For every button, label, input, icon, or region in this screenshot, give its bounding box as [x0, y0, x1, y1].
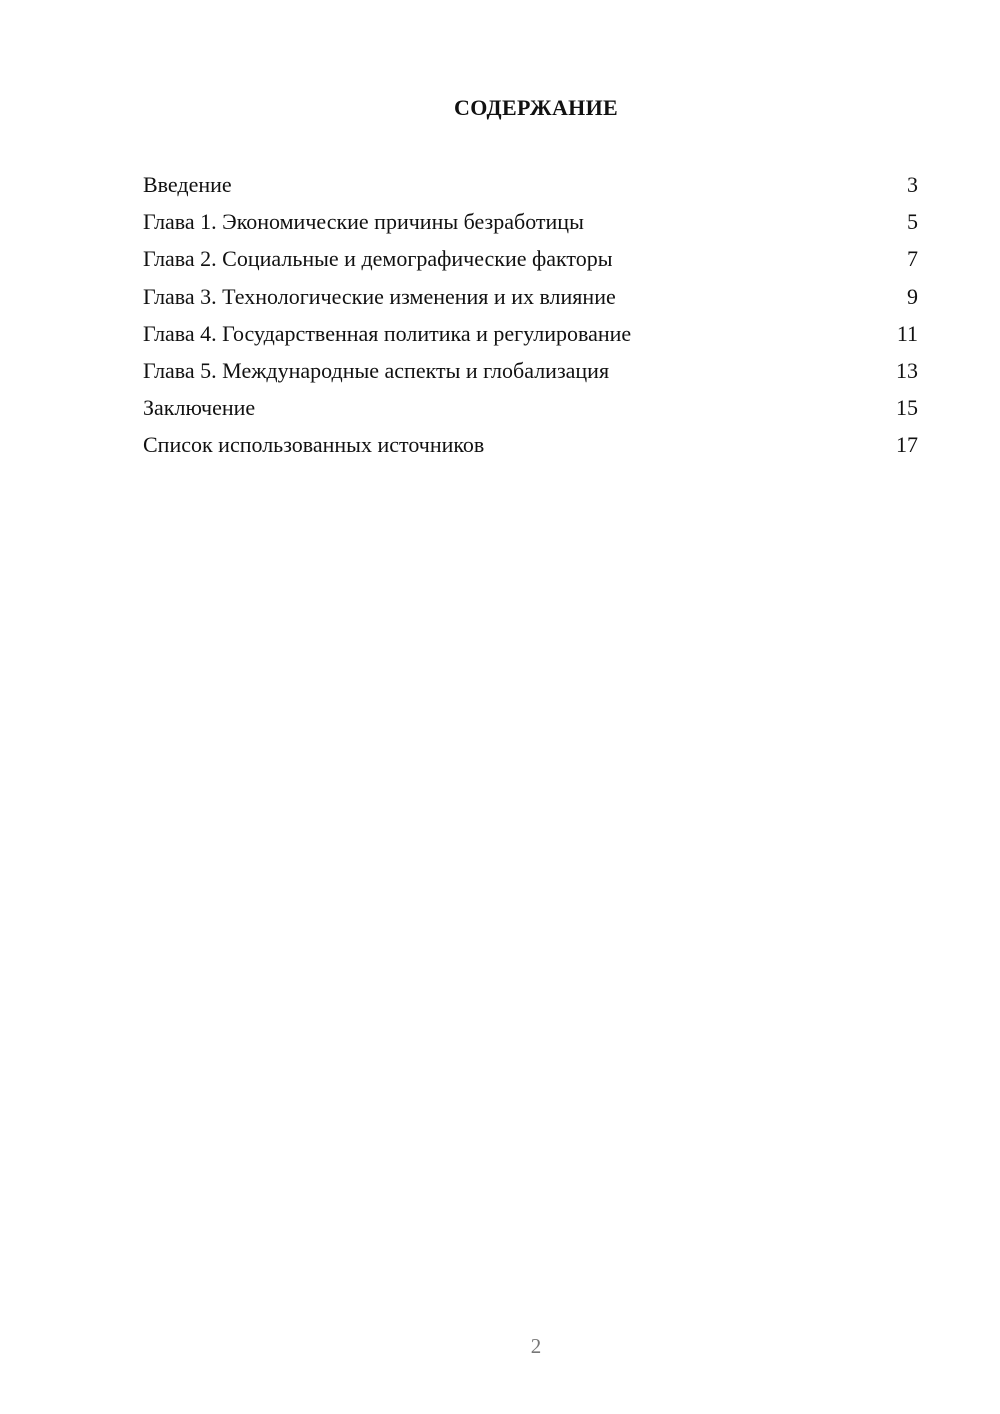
toc-entry-label: Глава 4. Государственная политика и регулирование: [143, 320, 632, 346]
toc-entry-chapter-1: [143, 205, 918, 242]
toc-entry-page: 5: [907, 209, 918, 235]
toc-entry-label: Введение: [143, 172, 232, 197]
toc-entry-introduction: [143, 168, 918, 205]
toc-entry-label: Заключение: [143, 395, 256, 421]
table-of-contents: [143, 168, 918, 466]
toc-entry-label: Глава 1. Экономические причины безработицы: [143, 209, 584, 235]
toc-entry-page: 9: [907, 283, 918, 309]
toc-entry-label: Глава 5. Международные аспекты и глобализация: [143, 357, 610, 383]
toc-title: СОДЕРЖАНИЕ: [454, 95, 618, 120]
toc-entry-label: Глава 3. Технологические изменения и их влияние: [143, 283, 616, 309]
toc-entry-page: 17: [896, 432, 918, 458]
toc-entry-chapter-4: [143, 317, 918, 354]
toc-entry-label: Список использованных источников: [143, 432, 485, 458]
toc-entry-page: 3: [907, 172, 918, 197]
toc-entry-page: 13: [896, 357, 918, 383]
toc-entry-page: 7: [907, 246, 918, 272]
toc-entry-page: 11: [896, 320, 918, 346]
toc-entry-chapter-5: [143, 354, 918, 391]
toc-entry-conclusion: [143, 391, 918, 428]
page-number: 2: [530, 1334, 542, 1358]
toc-entry-chapter-2: [143, 242, 918, 279]
toc-entry-page: 15: [896, 395, 918, 421]
toc-entry-label: Глава 2. Социальные и демографические факторы: [143, 246, 613, 272]
toc-entry-references: [143, 428, 918, 465]
toc-entry-chapter-3: [143, 280, 918, 317]
